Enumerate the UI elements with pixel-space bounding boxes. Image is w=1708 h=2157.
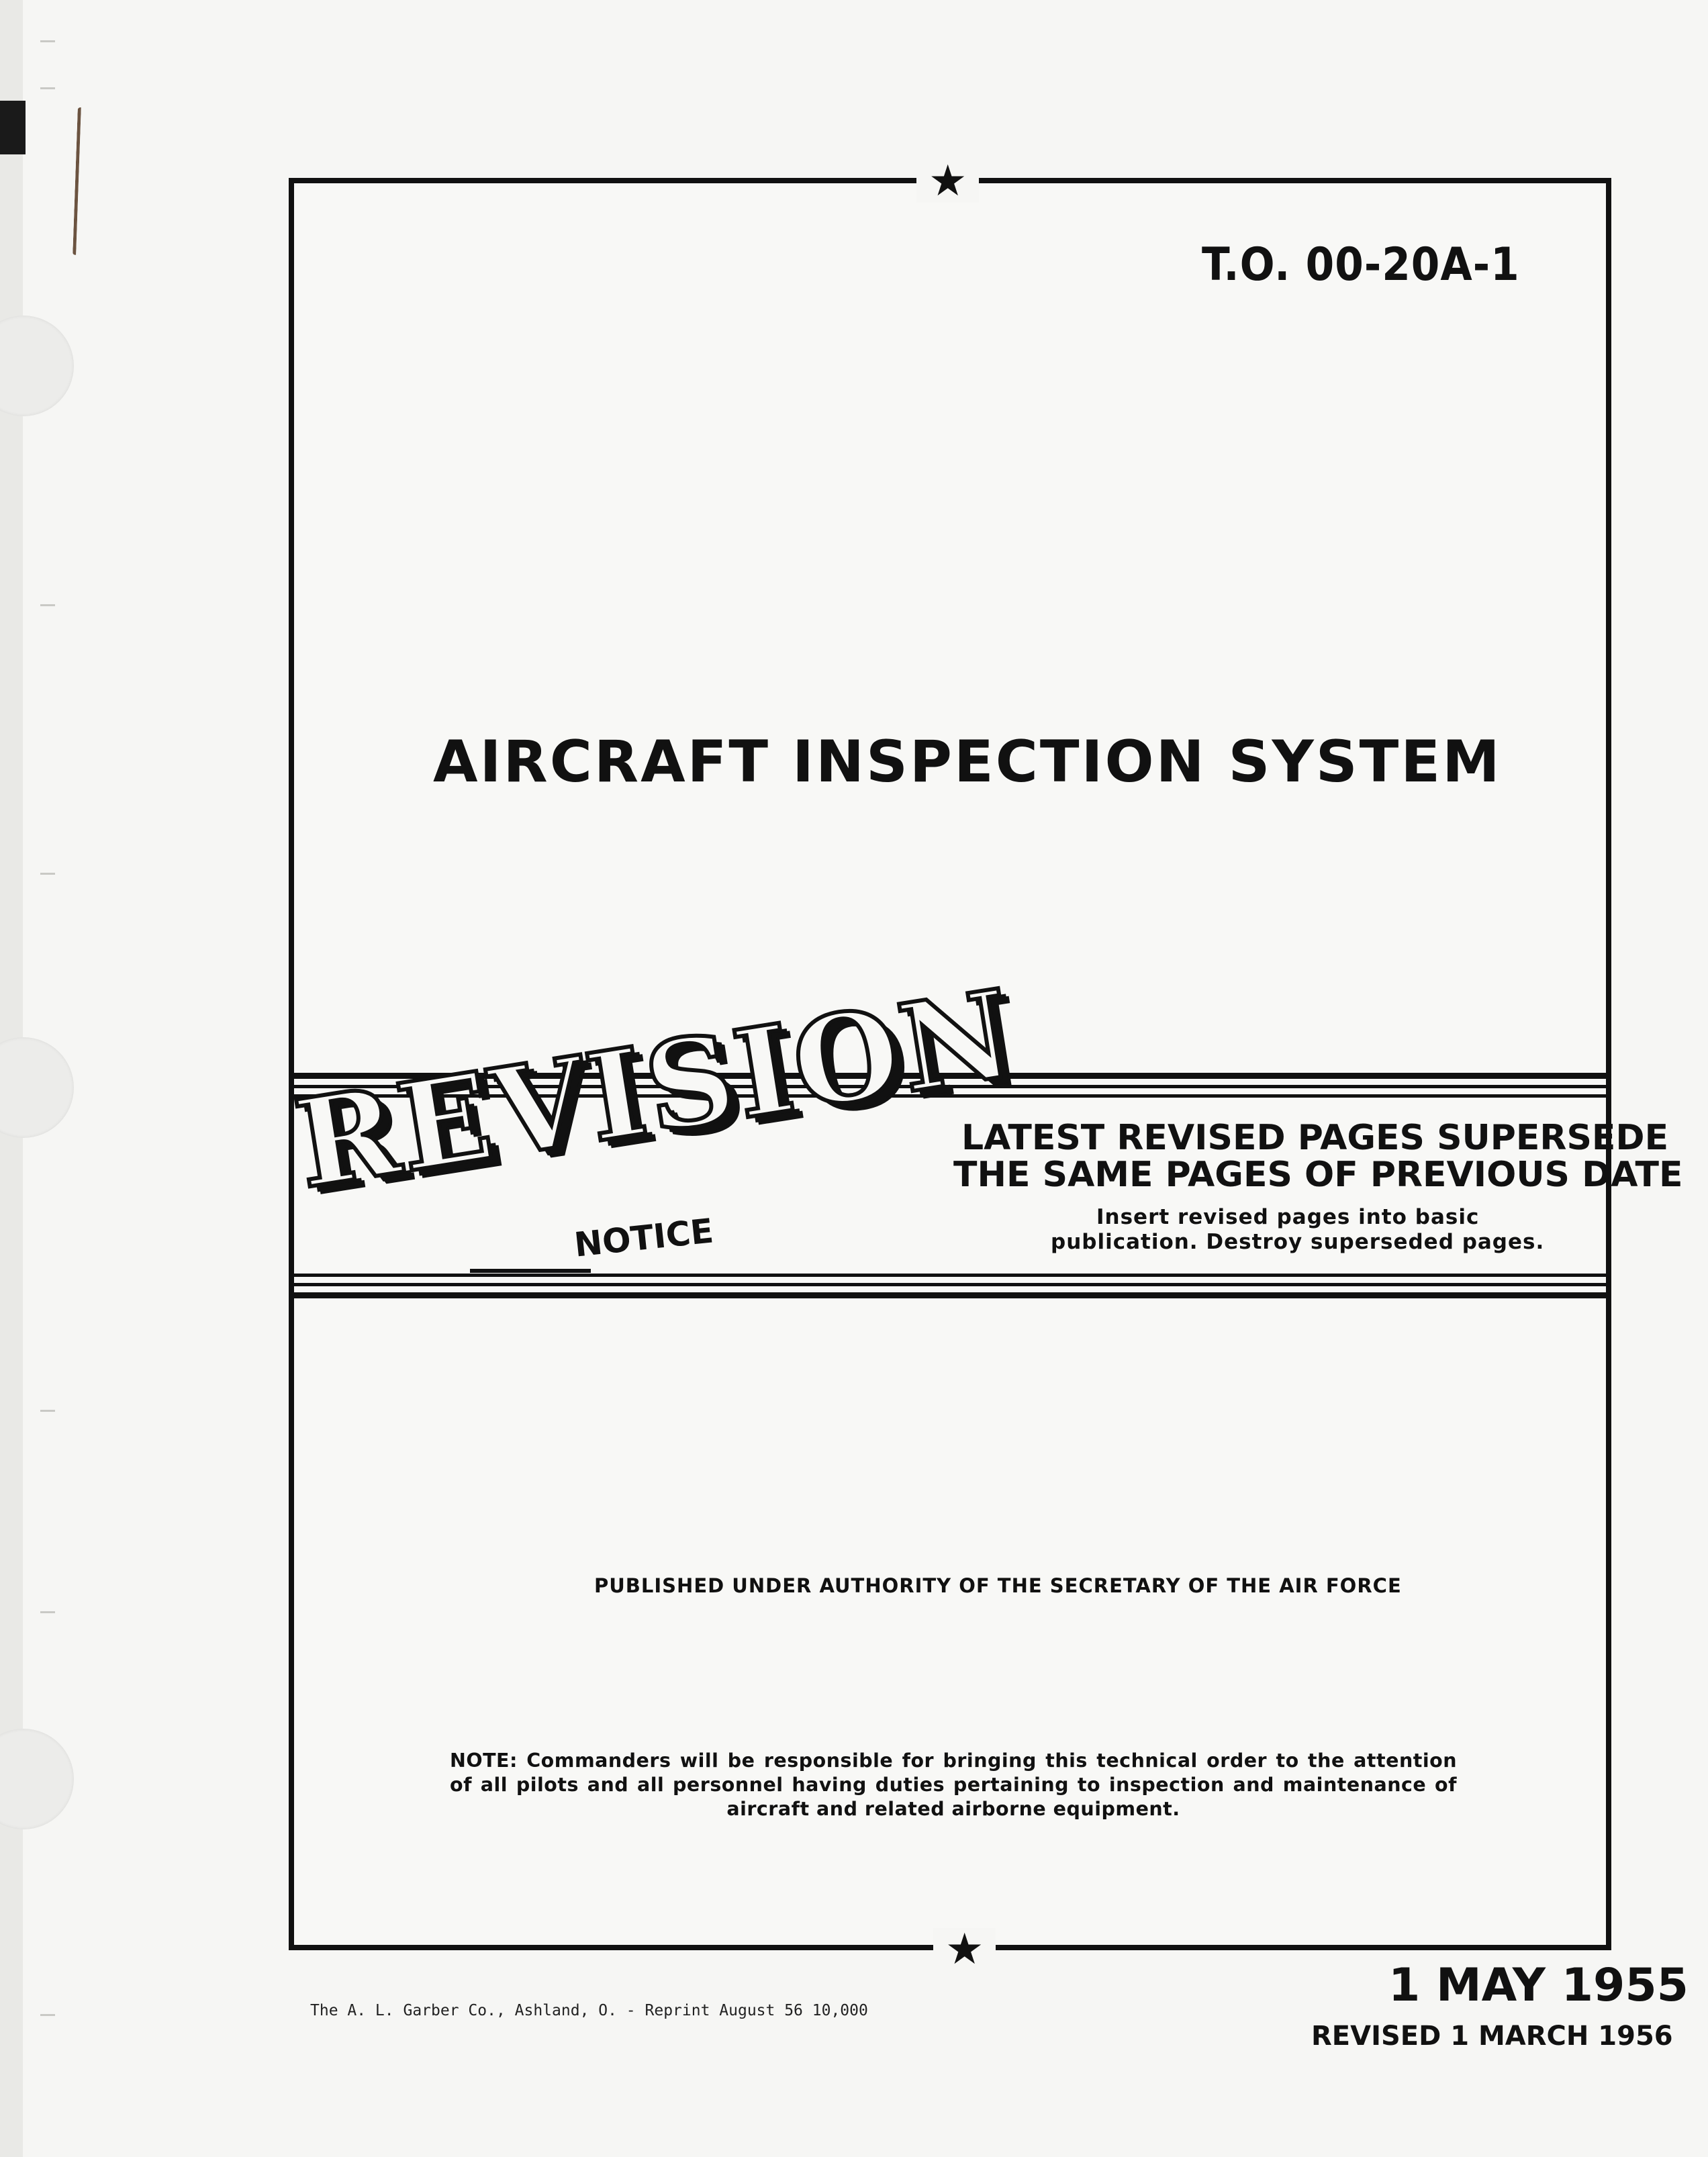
document-title: AIRCRAFT INSPECTION SYSTEM [433, 728, 1502, 796]
edge-tick [40, 87, 55, 89]
technical-order-number: T.O. 00-20A-1 [1202, 238, 1520, 291]
star-bottom-icon: ★ [933, 1928, 996, 1971]
publication-date: 1 MAY 1955 [1388, 1959, 1689, 2012]
revision-line-2: THE SAME PAGES OF PREVIOUS DATE [953, 1155, 1683, 1195]
edge-tick [40, 40, 55, 42]
binder-hole-top [0, 316, 74, 416]
edge-tick [40, 873, 55, 875]
revision-instruction-1: Insert revised pages into basic [1096, 1205, 1480, 1229]
edge-tick [40, 604, 55, 606]
edge-tick [40, 1410, 55, 1412]
star-top-icon: ★ [916, 160, 979, 203]
band-rule-bottom-3 [294, 1292, 1606, 1298]
band-rule-bottom-1 [294, 1274, 1606, 1277]
revision-date: REVISED 1 MARCH 1956 [1311, 2021, 1673, 2052]
revision-line-1: LATEST REVISED PAGES SUPERSEDE [961, 1118, 1669, 1158]
edge-tick [40, 2014, 55, 2016]
binder-hole-bottom [0, 1729, 74, 1829]
edge-tick [40, 1611, 55, 1613]
binder-hole-middle [0, 1037, 74, 1138]
revision-instruction-2: publication. Destroy superseded pages. [1051, 1230, 1545, 1254]
scan-edge-mark [0, 101, 26, 154]
printer-imprint: The A. L. Garber Co., Ashland, O. - Reprint August 56 10,000 [310, 2002, 868, 2019]
band-rule-bottom-2 [294, 1283, 1606, 1286]
commanders-note: NOTE: Commanders will be responsible for bringing this technical order to the attention of all pilots and all personnel having duties pertaining to inspection and maintenance of aircraft and related airborne equipment. [450, 1749, 1457, 1820]
notice-underline [470, 1269, 591, 1273]
revision-logo-text: REVISION [286, 962, 1024, 1216]
notice-label: NOTICE [572, 1211, 716, 1265]
staple-mark [73, 107, 87, 255]
authority-statement: PUBLISHED UNDER AUTHORITY OF THE SECRETARY OF THE AIR FORCE [594, 1574, 1402, 1597]
